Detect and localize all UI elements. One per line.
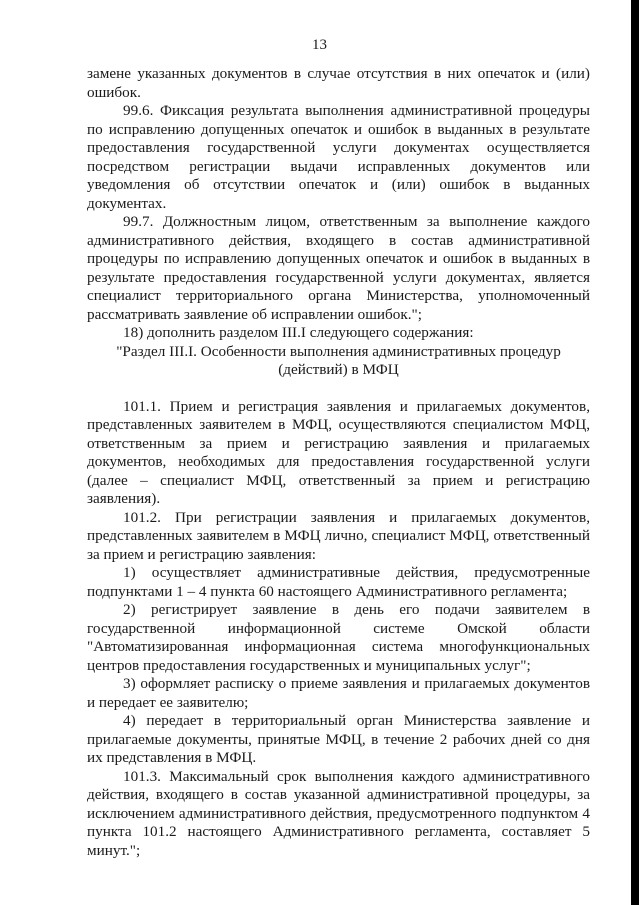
paragraph: 101.3. Максимальный срок выполнения каждого административного действия, входящего в состав указанной административной процедуры, за исключением административного действия, предусмотренного подпунктом 4 пункта 101.2 настоящего Административного регламента, составляет 5 минут.";	[87, 767, 590, 859]
spacer	[87, 380, 590, 398]
page-number: 13	[312, 37, 327, 53]
list-item: 1) осуществляет административные действия, предусмотренные подпунктами 1 – 4 пункта 60 настоящего Административного регламента;	[87, 564, 590, 600]
list-item: 2) регистрирует заявление в день его подачи заявителем в государственной информационной системе Омской области "Автоматизированная информационная система многофункциональных центров предоставления государственных и муниципальных услуг";	[87, 601, 590, 674]
section-heading: "Раздел III.I. Особенности выполнения административных процедур (действий) в МФЦ	[116, 342, 561, 378]
paragraph: замене указанных документов в случае отсутствия в них опечаток и (или) ошибок.	[87, 65, 590, 101]
paragraph: 99.7. Должностным лицом, ответственным за выполнение каждого административного действия, входящего в состав административной процедуры по исправлению допущенных опечаток и ошибок в выданных в результате предоставления государственной услуги документах, является специалист территориального органа Министерства, уполномоченный рассматривать заявление об исправлении ошибок.";	[87, 213, 590, 323]
list-item: 4) передает в территориальный орган Министерства заявление и прилагаемые документы, принятые МФЦ, в течение 2 рабочих дней со дня их представления в МФЦ.	[87, 712, 590, 766]
scan-edge	[631, 0, 639, 905]
paragraph: 99.6. Фиксация результата выполнения административной процедуры по исправлению допущенных опечаток и ошибок в выданных в результате предоставления государственной услуги документах осуществляется посредством регистрации выдачи исправленных документов или уведомления об отсутствии опечаток и (или) ошибок в выданных документах.	[87, 102, 590, 212]
paragraph: 18) дополнить разделом III.I следующего содержания:	[123, 324, 474, 341]
document-body	[87, 65, 590, 860]
paragraph: 101.1. Прием и регистрация заявления и прилагаемых документов, представленных заявителем в МФЦ, осуществляются специалистом МФЦ, ответственным за прием и регистрацию заявления и прилагаемых документов, необходимых для предоставления государственной услуги (далее – специалист МФЦ, ответственный за прием и регистрацию заявления).	[87, 397, 590, 507]
list-item: 3) оформляет расписку о приеме заявления и прилагаемых документов и передает ее заявителю;	[87, 675, 590, 711]
paragraph: 101.2. При регистрации заявления и прилагаемых документов, представленных заявителем в МФЦ лично, специалист МФЦ, ответственный за прием и регистрацию заявления:	[87, 508, 590, 563]
